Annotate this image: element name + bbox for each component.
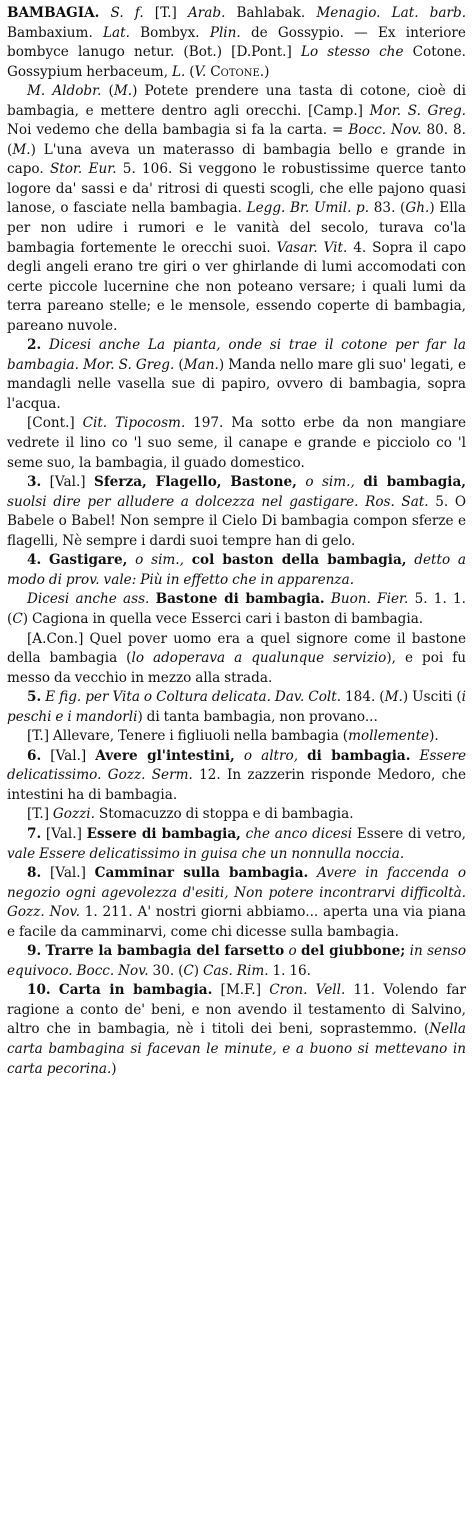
italic-text: L.: [171, 63, 186, 80]
plain-text: [51, 982, 59, 998]
plain-text: 5. 1. 1. (: [7, 591, 466, 627]
entry-citations-paragraph: [7, 82, 466, 336]
italic-text: Gozz. Nov.: [7, 904, 80, 921]
bold-text: 9.: [27, 943, 42, 960]
plain-text: 197. Ma sotto erbe da non mangiare vedrete il lino co 'l suo seme, il canape e grande e picciolo co 'l seme suo, la bambagia, il guado domestico.: [7, 415, 466, 471]
plain-text: [298, 748, 307, 764]
plain-text: 184. (: [341, 689, 385, 706]
plain-text: [Val.]: [41, 865, 95, 882]
plain-text: [T.]: [143, 5, 188, 21]
sense-5-example-paragraph: [7, 727, 466, 747]
italic-text: o altro,: [243, 747, 299, 764]
plain-text: Essere di vetro,: [352, 825, 466, 842]
plain-text: 12. In zazzerin risponde Medoro, che intestini ha di bambagia.: [7, 767, 467, 803]
plain-text: ): [111, 1060, 117, 1077]
italic-text: C: [183, 962, 194, 979]
plain-text: 5. 106. Si veggono le robustissime querce tanto logore da' sassi e da' ritrosi di questi scogli, che elle pajono quasi lanose, o fasciate nella bambagia.: [7, 161, 467, 217]
bold-text: Avere gl'intestini,: [95, 747, 235, 764]
bold-text: Carta in bambagia.: [58, 982, 213, 999]
sense-10-paragraph: [7, 981, 466, 1079]
italic-text: Mor. S. Greg.: [369, 102, 466, 119]
bold-text: Camminar sulla bambagia.: [94, 865, 309, 882]
plain-text: Bombyx.: [129, 24, 210, 41]
italic-text: Dicesi anche La pianta, onde si trae il cotone per far la bambagia.: [7, 337, 466, 373]
italic-text: Plin.: [209, 24, 241, 41]
italic-text: Gozzi.: [52, 806, 95, 823]
plain-text: ) di tanta bambagia, non provano...: [137, 708, 378, 725]
sense-9-paragraph: [7, 942, 466, 981]
plain-text: ) L'una aveva un materasso di bambagia bello e grande in capo.: [7, 141, 466, 178]
bold-text: 2.: [27, 337, 42, 354]
plain-text: 11. Volendo far ragione a conto de' beni, e non avendo il testamento di Salvino, altro che in bambagia, nè i titoli dei beni, soprastemmo. (: [7, 982, 466, 1038]
plain-text: [41, 552, 49, 568]
bold-text: Gastigare,: [48, 552, 128, 569]
plain-text: Bahlabak.: [225, 5, 317, 21]
plain-text: [M.F.]: [212, 982, 270, 999]
plain-text: [T.] Allevare, Tenere i figliuoli nella bambagia (: [27, 728, 349, 745]
italic-text: C: [12, 610, 23, 627]
italic-text: M.: [113, 83, 133, 100]
italic-text: Man.: [183, 356, 219, 373]
italic-text: Mor. S. Greg.: [83, 356, 175, 373]
plain-text: [308, 865, 317, 881]
italic-text: vale Essere delicatissimo in guisa che un nonnulla noccia.: [7, 845, 405, 862]
smallcaps-text: Cotone.: [210, 63, 265, 80]
bold-text: di bambagia.: [307, 747, 411, 764]
plain-text: 30. (: [148, 962, 184, 979]
bold-text: Trarre la bambagia del farsetto: [45, 943, 285, 960]
italic-text: Dicesi anche ass.: [27, 591, 150, 608]
plain-text: de Gossypio. — Ex interiore bombyce lanugo netur. (Bot.) [D.Pont.]: [7, 24, 466, 61]
plain-text: 4. Sopra il capo degli angeli erano tre giri o ver ghirlande di lumi accomodati con certe piccole lucernine che non poteano versare; i quali lumi da terra pareano stelle; e le mensole, essendo coperte di bambagia, pareano nuvole.: [7, 239, 467, 334]
italic-text: V.: [194, 63, 207, 80]
plain-text: [Val.]: [41, 825, 87, 842]
plain-text: 1. 16.: [268, 962, 311, 979]
italic-text: Legg. Br. Umil. p.: [246, 200, 370, 217]
italic-text: Bocc. Nov.: [348, 122, 422, 139]
italic-text: Lat.: [103, 24, 130, 41]
italic-text: Arab.: [187, 5, 226, 21]
sense-3-paragraph: [7, 473, 466, 551]
plain-text: Bambaxium.: [7, 24, 103, 41]
plain-text: 1. 211. A' nostri giorni abbiamo... aperta una via piana e facile da camminarvi, come chi dicesse sulla bambagia.: [7, 904, 466, 940]
italic-text: o sim.,: [135, 552, 184, 569]
plain-text: (: [101, 83, 114, 100]
plain-text: [Cont.]: [27, 415, 83, 432]
plain-text: [T.]: [27, 806, 53, 823]
italic-text: Stor. Eur.: [49, 161, 117, 178]
italic-text: Cas. Rim.: [203, 962, 269, 979]
italic-text: in senso equivoco.: [7, 943, 467, 979]
bold-text: 10.: [27, 982, 51, 999]
italic-text: mollemente: [348, 728, 430, 745]
plain-text: Cotone. Gossypium herbaceum,: [7, 44, 466, 80]
plain-text: ) Ella per non udire i rumori e le vanità del secolo, turava co'la bambagia fortemente le orecchi suoi.: [7, 200, 467, 256]
plain-text: ) Potete prendere una tasta di cotone, cioè di bambagia, e mettere dentro agli orecchi. [Camp.]: [7, 83, 466, 119]
plain-text: [41, 337, 49, 353]
bold-text: Bastone di bambagia.: [155, 591, 325, 608]
bold-text: 7.: [27, 825, 42, 842]
italic-text: Gozz. Serm.: [107, 767, 193, 784]
plain-text: ): [264, 63, 270, 80]
bold-text: 8.: [27, 865, 42, 882]
italic-text: Gh.: [405, 200, 430, 217]
plain-text: [410, 748, 419, 764]
italic-text: M. Aldobr.: [27, 83, 102, 100]
bold-text: Sferza, Flagello, Bastone,: [94, 474, 297, 491]
plain-text: ), e poi fu messo da vecchio in mezzo alla strada.: [7, 650, 467, 686]
entry-headword-paragraph: [7, 4, 466, 82]
plain-text: ) Manda nello mare gli suo' legati, e mandagli nelle vasella sue di papiro, ovvero di bambagia, sopra l'acqua.: [7, 356, 467, 412]
italic-text: Ros. Sat.: [365, 493, 429, 510]
bold-text: BAMBAGIA.: [7, 5, 100, 21]
italic-text: o: [288, 943, 297, 960]
plain-text: [A.Con.] Quel pover uomo era a quel signore come il bastone della bambagia (: [7, 630, 466, 667]
bold-text: di bambagia,: [363, 474, 466, 491]
italic-text: Vasar. Vit.: [276, 239, 348, 256]
italic-text: i peschi e i mandorli: [7, 689, 467, 725]
italic-text: lo adoperava a qualunque servizio: [131, 650, 387, 667]
plain-text: Stomacuzzo di stoppa e di bambagia.: [94, 806, 354, 823]
sense-6-example-paragraph: [7, 805, 466, 825]
italic-text: Bocc. Nov.: [76, 962, 149, 979]
italic-text: detto a modo di prov. vale: Più in effetto che in apparenza.: [7, 552, 467, 588]
italic-text: che anco dicesi: [245, 825, 353, 842]
plain-text: Noi vedemo che della bambagia si fa la carta. =: [7, 122, 349, 139]
plain-text: [Val.]: [41, 747, 96, 764]
plain-text: ).: [429, 728, 439, 745]
italic-text: Lo stesso che: [300, 44, 404, 61]
sense-2-paragraph: [7, 336, 466, 414]
sense-4-paragraph: [7, 551, 466, 590]
plain-text: [127, 552, 135, 568]
bold-text: 5.: [27, 689, 42, 706]
plain-text: ): [193, 962, 204, 979]
plain-text: 5. O Babele o Babel! Non sempre il Cielo Di bambagia compon sferze e flagelli, Nè sempre i dardi suoi tempre han di gelo.: [7, 493, 466, 549]
italic-text: M.: [384, 689, 403, 706]
bold-text: 6.: [27, 747, 42, 764]
bold-text: del giubbone;: [301, 943, 406, 960]
sense-6-paragraph: [7, 747, 466, 806]
plain-text: ) Usciti (: [402, 689, 462, 706]
italic-text: Dav. Colt.: [274, 689, 342, 706]
bold-text: Essere di bambagia,: [86, 825, 241, 842]
sense-5-paragraph: [7, 688, 466, 727]
italic-text: Buon. Fier.: [330, 591, 409, 608]
italic-text: Avere in faccenda o negozio ogni agevolezza d'esiti, Non potere incontrarvi difficoltà.: [7, 865, 467, 901]
italic-text: Cron. Vell.: [269, 982, 346, 999]
italic-text: suolsi dire per alludere a dolcezza nel gastigare.: [7, 493, 359, 510]
plain-text: [99, 5, 110, 21]
italic-text: S. f.: [110, 5, 144, 21]
sense-8-paragraph: [7, 864, 466, 942]
bold-text: col baston della bambagia,: [191, 552, 407, 569]
plain-text: [184, 552, 192, 568]
italic-text: M.: [12, 141, 31, 158]
italic-text: Essere delicatissimo.: [7, 747, 466, 784]
sense-4-example-paragraph: [7, 630, 466, 689]
plain-text: ) Cagiona in quella vece Esserci cari i baston di bambagia.: [22, 610, 424, 627]
italic-text: o sim.,: [305, 474, 355, 491]
plain-text: (: [174, 356, 184, 373]
italic-text: E fig. per Vita o Coltura delicata.: [45, 689, 271, 706]
plain-text: 80. 8. (: [7, 122, 466, 158]
plain-text: [235, 748, 244, 764]
plain-text: [355, 474, 363, 490]
plain-text: [Val.]: [41, 474, 95, 491]
italic-text: Cit. Tipocosm.: [82, 415, 186, 432]
plain-text: 83. (: [369, 200, 406, 217]
sense-2-continuation-paragraph: [7, 414, 466, 473]
italic-text: Menagio. Lat. barb.: [316, 5, 467, 21]
plain-text: (: [185, 63, 195, 80]
sense-4-variant-paragraph: [7, 590, 466, 629]
italic-text: Nella carta bambagina si facevan le minute, e a buono si mettevano in carta pecorina.: [7, 1021, 466, 1077]
bold-text: 4.: [27, 552, 42, 569]
bold-text: 3.: [27, 474, 42, 491]
sense-7-paragraph: [7, 825, 466, 864]
